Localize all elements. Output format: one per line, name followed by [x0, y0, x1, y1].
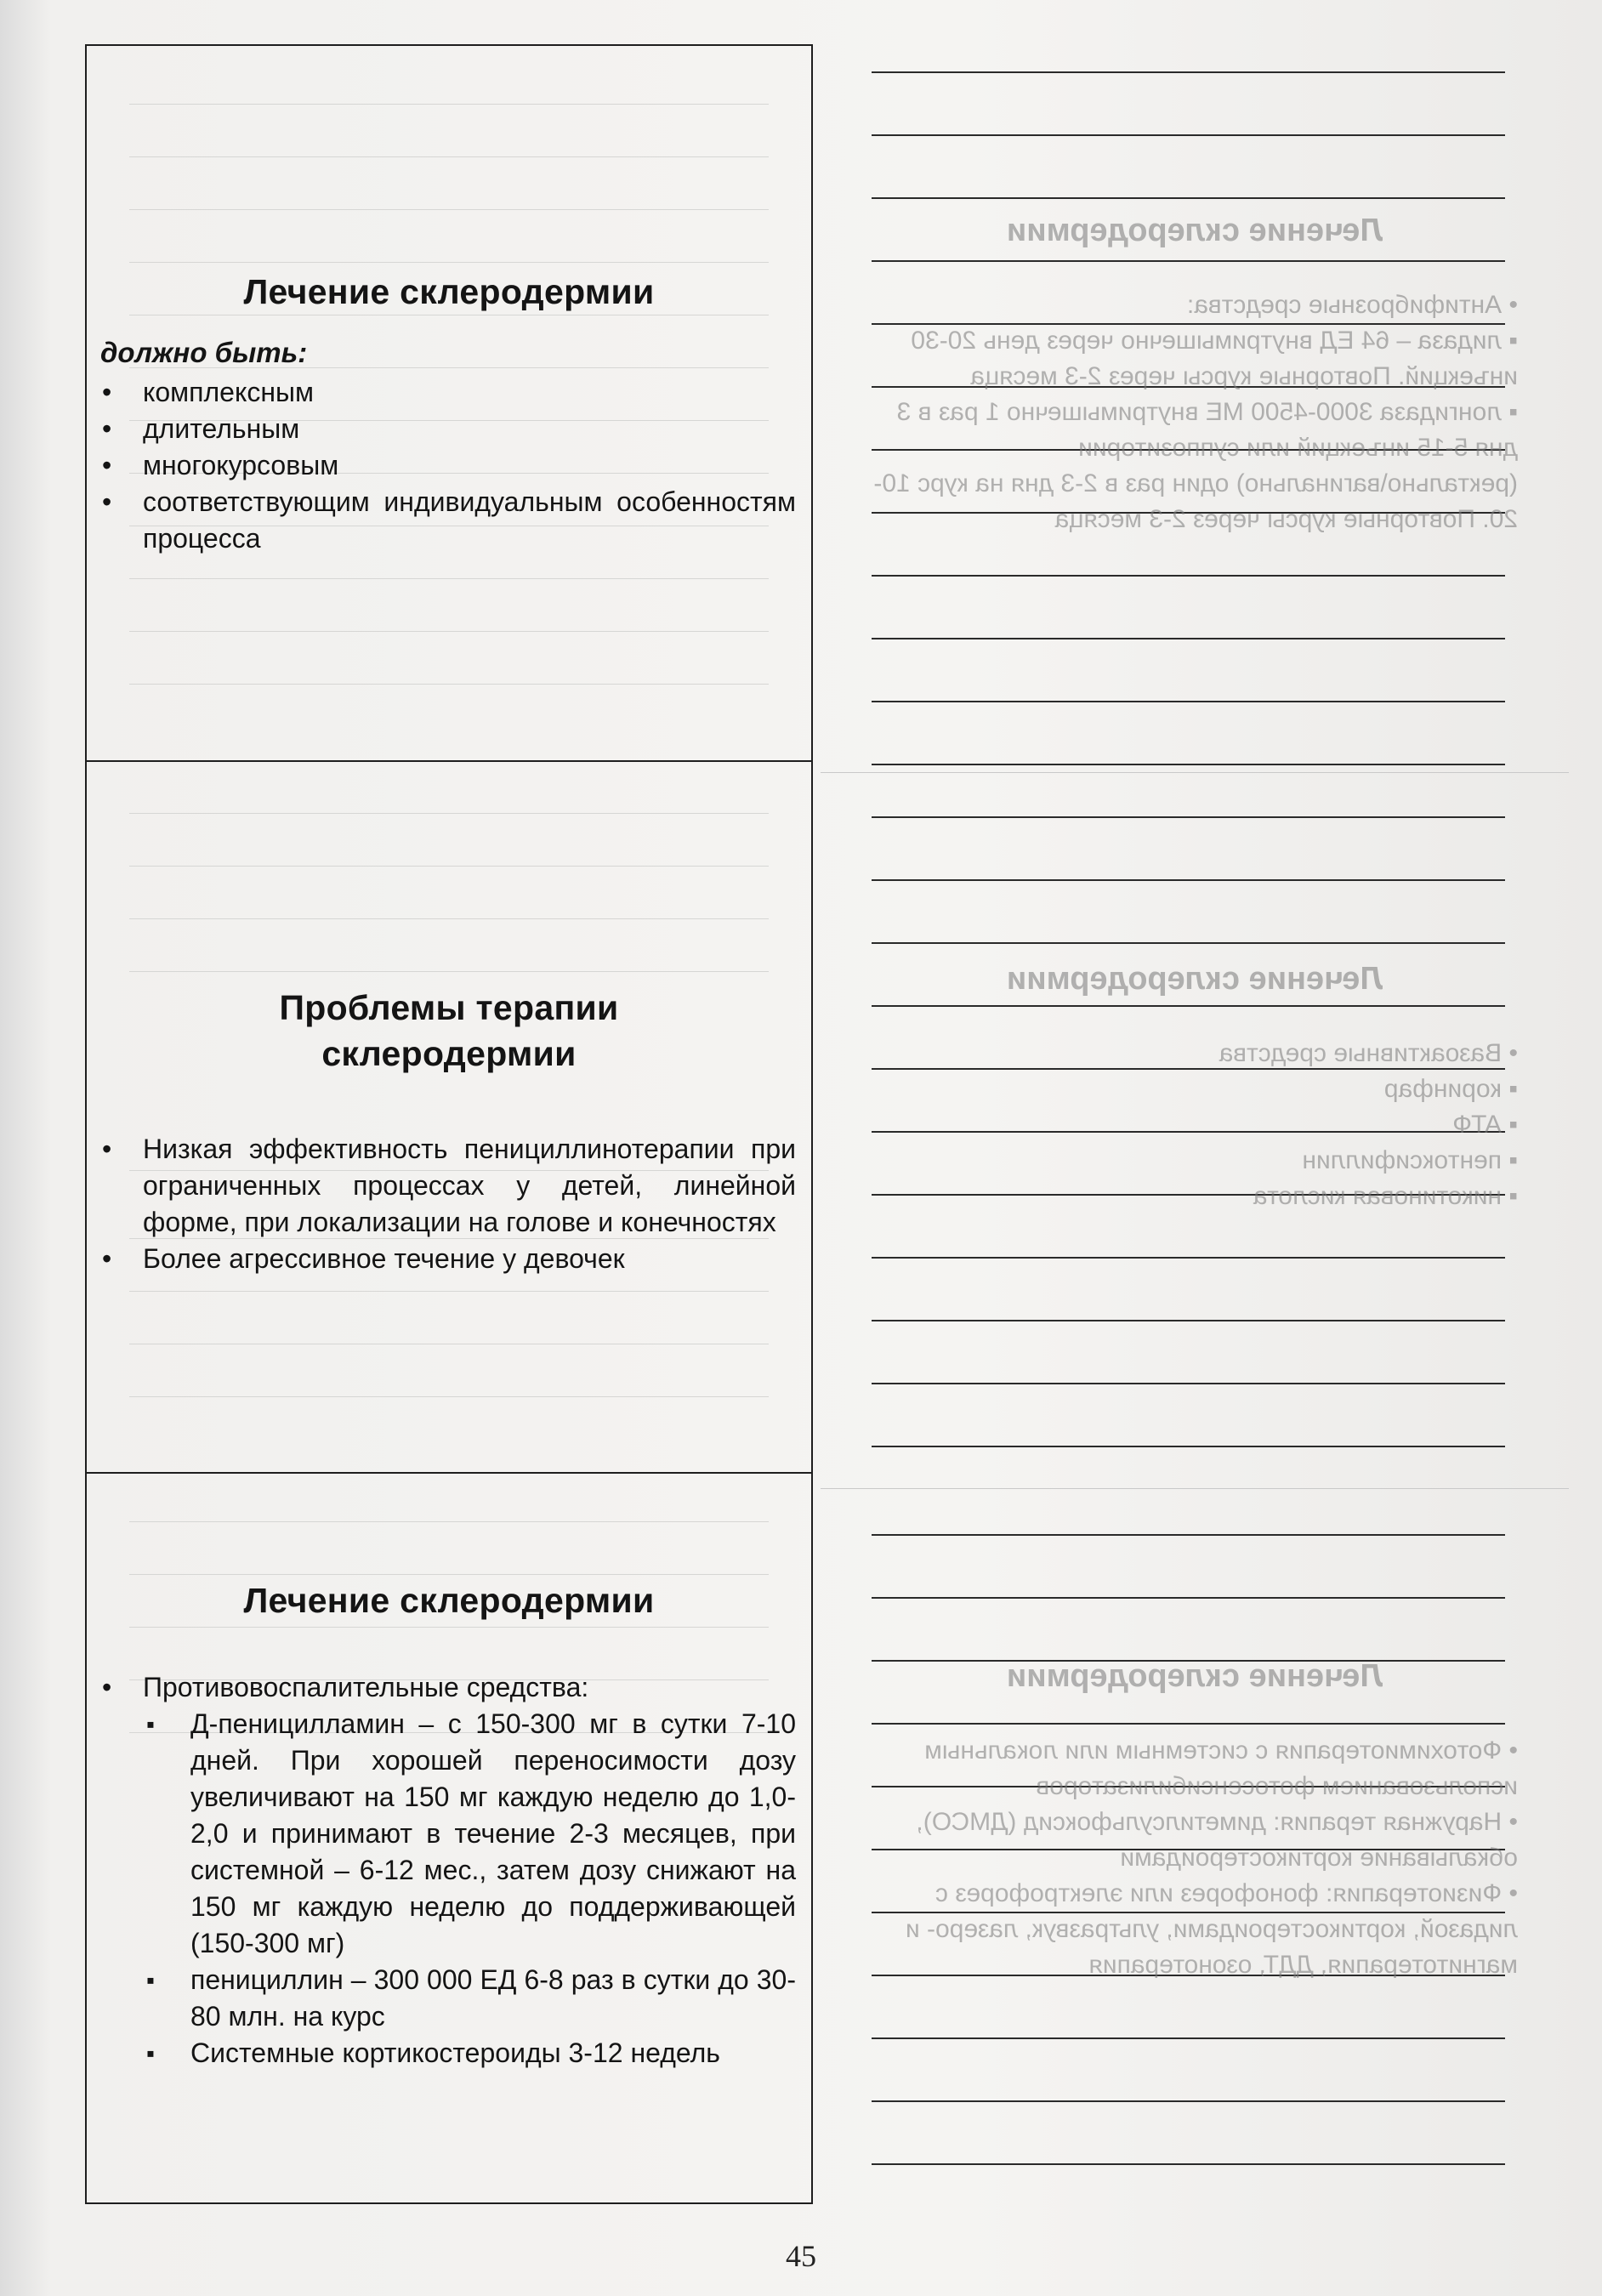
slide-title: склеродермии [321, 1034, 577, 1073]
slide-subtitle: должно быть: [100, 337, 308, 368]
bleed-line: • Фотохимиотерапия с системным или локальным использованием фотосенсибилизаторов [924, 1736, 1518, 1800]
note-line [872, 1534, 1505, 1536]
section-separator [821, 772, 1569, 773]
note-line [872, 2037, 1505, 2039]
bullet-item [100, 1669, 796, 2072]
slides-frame [85, 44, 813, 2204]
note-lines [129, 762, 769, 1472]
bleed-through-block [872, 961, 1518, 1214]
bleed-line: • Антифиброзные средства: [1186, 291, 1518, 319]
note-line [872, 764, 1505, 765]
bleed-line: ▪ лонгидаза 3000-4500 МЕ внутримышечно 1 раз в 3 дня 5-15 инъекций или суппозитории (ректально\вагинально) один раз в 2-3 дня на курс 10-20. Повторные курсы через 2-3 месяца [873, 398, 1518, 533]
bullet-list [100, 1131, 796, 1277]
slide-title: Проблемы терапии [279, 988, 619, 1027]
bullet-item: • Низкая эффективность пенициллинотерапии при ограниченных процессах у детей, линейной форме, при локализации на голове и конечностях [100, 1131, 796, 1241]
bleed-through-block [872, 1658, 1518, 1983]
note-line [872, 575, 1505, 577]
bleed-line: ▪ лидаза – 64 ЕД внутримышечно через день 20-30 инъекций. Повторные курсы через 2-3 месяца [911, 327, 1518, 390]
sub-item: ▪ Д-пеницилламин – с 150-300 мг в сутки 7-10 дней. При хорошей переносимости дозу увеличивают на 150 мг каждую неделю до 1,0-2,0 и принимают в течение 2-3 месяцев, при системной – 6-12 мес., затем дозу снижают на 150 мг каждую неделю до поддерживающей (150-300 мг) [143, 1706, 796, 1962]
bleed-line: ▪ никотиновая кислота [1253, 1182, 1518, 1210]
page-number: 45 [786, 2239, 816, 2273]
bleed-line: • Вазоактивные средства [1219, 1039, 1518, 1067]
bullet-item: • Более агрессивное течение у девочек [100, 1241, 796, 1277]
sub-list [143, 1706, 796, 2072]
bleed-line: ▪ АТФ [1452, 1111, 1518, 1139]
section-separator [821, 1488, 1569, 1489]
bleed-line: ▪ пентоксифиллин [1302, 1146, 1518, 1174]
sub-item: ▪ Системные кортикостероиды 3-12 недель [143, 2035, 796, 2072]
note-line [872, 134, 1505, 136]
bullet-item: • соответствующим индивидуальным особенностям процесса [100, 484, 796, 557]
note-line [872, 71, 1505, 73]
note-line [872, 701, 1505, 702]
bullet-list [100, 1669, 796, 2072]
sub-item: ▪ пенициллин – 300 000 ЕД 6-8 раз в сутки до 30-80 млн. на курс [143, 1962, 796, 2035]
note-line [872, 2100, 1505, 2102]
bleed-title: Лечение склеродермии [1006, 961, 1383, 997]
bleed-line: • Физиотерапия: фонофорез или электрофорез с лидазой, кортикостероидами, ультразвук, лазеро- и магнитотерапия, ДДТ, озонотерапия [905, 1879, 1518, 1979]
note-line [872, 1320, 1505, 1321]
note-line [872, 879, 1505, 881]
bullet-item: • комплексным [100, 374, 796, 411]
bleed-title: Лечение склеродермии [1006, 1658, 1383, 1694]
slide-title: Лечение склеродермии [243, 1581, 655, 1620]
note-line [872, 1597, 1505, 1599]
bleed-line: ▪ коринфар [1383, 1075, 1518, 1103]
slide-2 [87, 762, 811, 1472]
bleed-through-block [872, 213, 1518, 537]
slide-1 [87, 46, 811, 760]
notes-column [821, 51, 1569, 2211]
note-line [872, 1446, 1505, 1447]
bullet-item: • многокурсовым [100, 447, 796, 484]
bullet-text: Противовоспалительные средства: [143, 1672, 589, 1702]
slide-3 [87, 1474, 811, 2204]
note-line [872, 197, 1505, 199]
bleed-title: Лечение склеродермии [1006, 213, 1383, 248]
note-line [872, 638, 1505, 639]
note-line [872, 2163, 1505, 2165]
note-line [872, 1257, 1505, 1259]
note-line [872, 942, 1505, 944]
slide-title: Лечение склеродермии [243, 272, 655, 311]
bleed-line: • Наружная терапия: диметилсульфоксид (ДМСО), обкалывание кортикостероидами [916, 1808, 1518, 1872]
note-line [872, 1383, 1505, 1384]
bullet-list [100, 374, 796, 557]
note-line [872, 816, 1505, 818]
bullet-item: • длительным [100, 411, 796, 447]
